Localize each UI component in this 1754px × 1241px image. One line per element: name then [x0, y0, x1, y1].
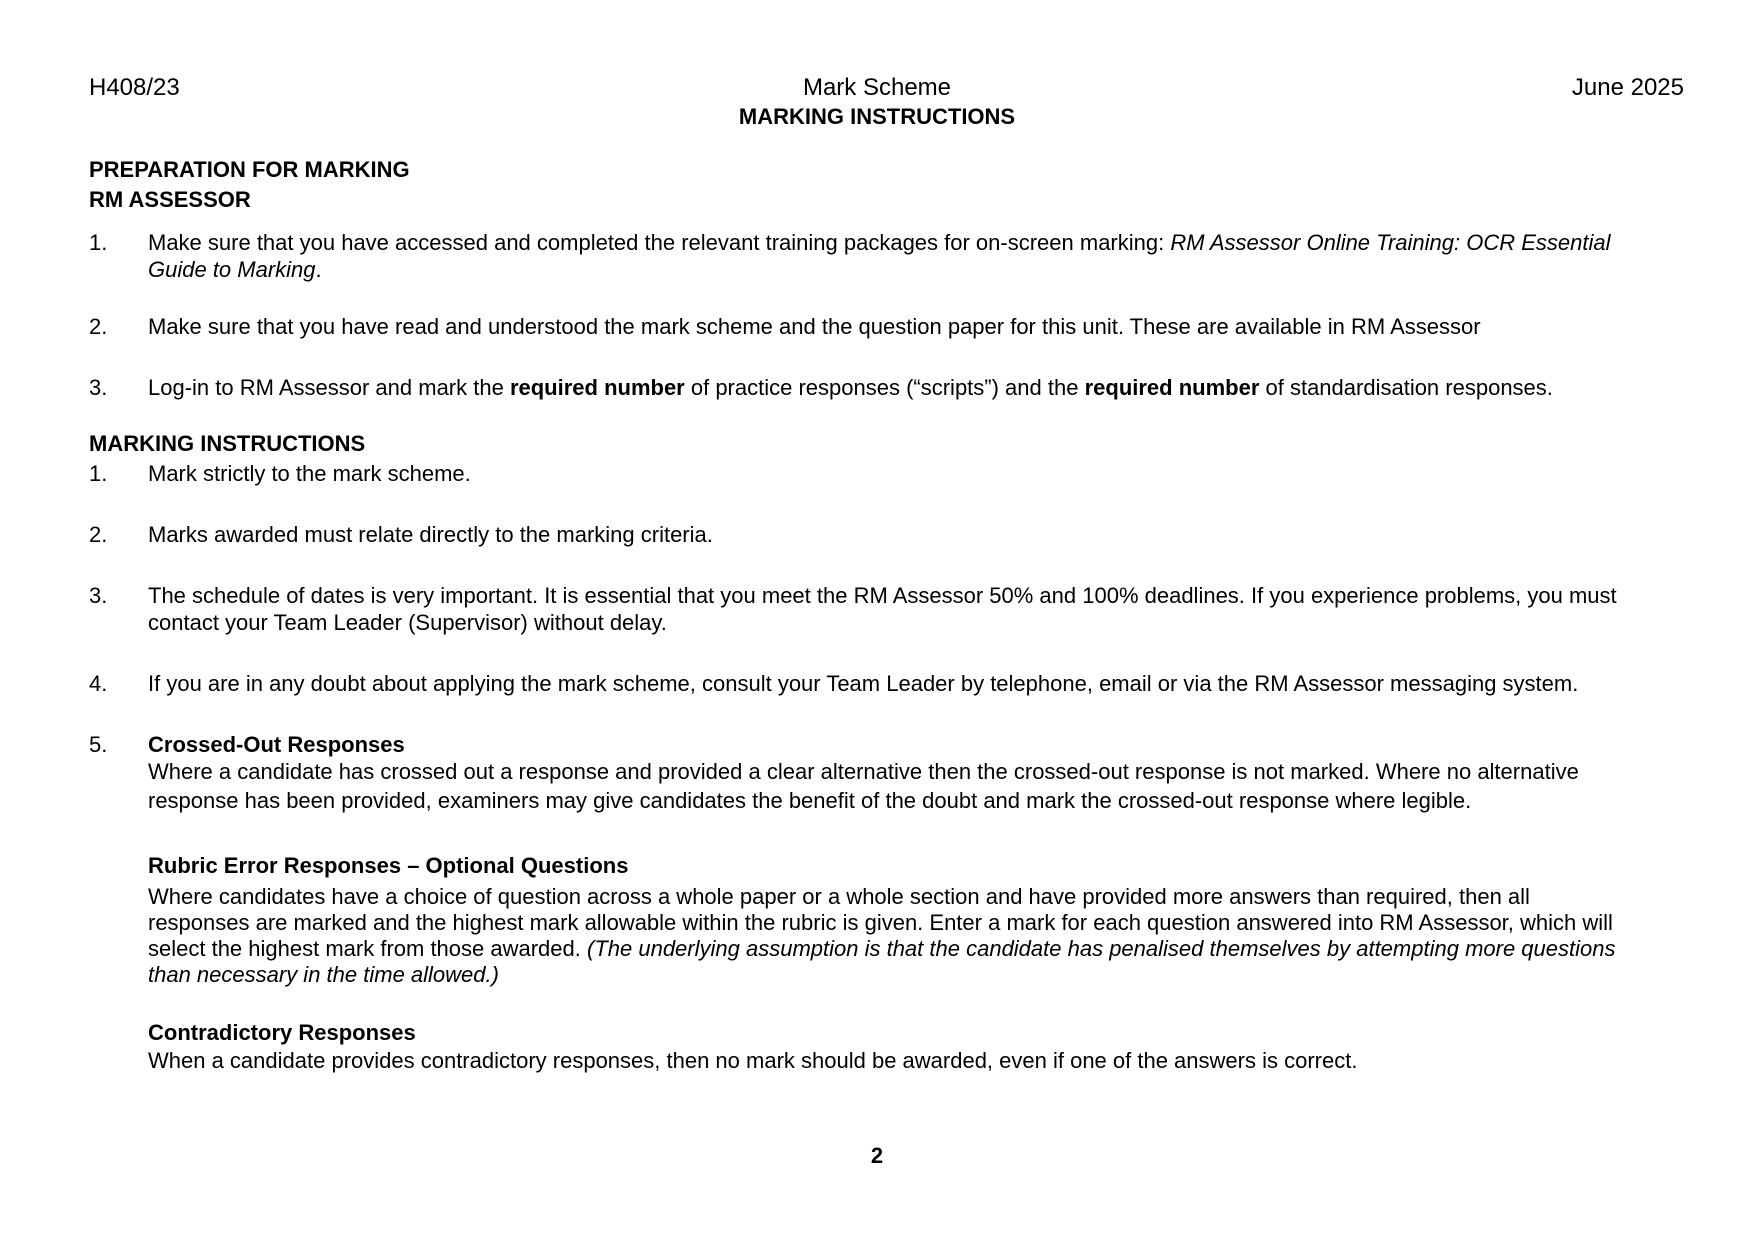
rubric-error-line4: than necessary in the time allowed.) [148, 962, 499, 987]
exam-date: June 2025 [1571, 74, 1684, 101]
prep-item-1-line1 [148, 229, 1611, 256]
page-number: 2 [870, 1143, 884, 1168]
prep-item-3-part2: of practice responses (“scripts”) and the [684, 375, 1085, 400]
prep-item-2-number: 2. [89, 314, 108, 339]
rubric-error-line1: Where candidates have a choice of question across a whole paper or a whole section and have provided more answers than required, then all [148, 884, 1530, 909]
prep-item-3-number: 3. [89, 375, 108, 400]
rubric-error-line2: responses are marked and the highest mark allowable within the rubric is given. Enter a mark for each question answered into RM Assessor, which will [148, 910, 1613, 935]
marking-item-5-number: 5. [89, 732, 108, 757]
contradictory-line1: When a candidate provides contradictory responses, then no mark should be awarded, even if one of the answers is correct. [148, 1048, 1358, 1073]
marking-item-3-line1: The schedule of dates is very important. It is essential that you meet the RM Assessor 50% and 100% deadlines. If you experience problems, you must [148, 583, 1617, 608]
marking-item-4-number: 4. [89, 671, 108, 696]
crossed-out-line1: Where a candidate has crossed out a response and provided a clear alternative then the crossed-out response is not marked. Where no alternative [148, 759, 1579, 784]
prep-item-3-bold1: required number [509, 375, 685, 400]
marking-item-3-line2: contact your Team Leader (Supervisor) without delay. [148, 610, 667, 635]
marking-item-3-number: 3. [89, 583, 108, 608]
preparation-heading: PREPARATION FOR MARKING [89, 157, 410, 182]
rubric-error-heading: Rubric Error Responses – Optional Questions [148, 853, 629, 878]
crossed-out-heading: Crossed-Out Responses [148, 732, 405, 757]
crossed-out-line2: response has been provided, examiners may give candidates the benefit of the doubt and mark the crossed-out response where legible. [148, 788, 1472, 813]
marking-item-1-text: Mark strictly to the mark scheme. [148, 461, 471, 486]
prep-item-3-text [148, 374, 1553, 401]
section-subtitle: MARKING INSTRUCTIONS [738, 104, 1016, 129]
prep-item-2-text: Make sure that you have read and understood the mark scheme and the question paper for this unit. These are available in RM Assessor [148, 314, 1481, 339]
prep-item-3-bold2: required number [1084, 375, 1260, 400]
prep-item-1-line2 [148, 256, 322, 283]
prep-item-1-italic-2: Guide to Marking [148, 257, 316, 282]
marking-instructions-heading: MARKING INSTRUCTIONS [89, 431, 366, 456]
contradictory-heading: Contradictory Responses [148, 1020, 416, 1045]
paper-code: H408/23 [89, 74, 180, 101]
rubric-error-line3a: select the highest mark from those awarded. [148, 936, 587, 961]
marking-item-2-number: 2. [89, 522, 108, 547]
prep-item-3-part3: of standardisation responses. [1259, 375, 1553, 400]
prep-item-1-text: Make sure that you have accessed and completed the relevant training packages for on-screen marking: [148, 230, 1171, 255]
rubric-error-line3b: (The underlying assumption is that the candidate has penalised themselves by attempting more questions [587, 936, 1616, 961]
prep-item-1-number: 1. [89, 230, 108, 255]
rm-assessor-heading: RM ASSESSOR [89, 187, 251, 212]
marking-item-2-text: Marks awarded must relate directly to the marking criteria. [148, 522, 713, 547]
rubric-error-line3 [148, 935, 1615, 962]
prep-item-1-italic-1: RM Assessor Online Training: OCR Essential [1170, 230, 1611, 255]
prep-item-1-tail: . [315, 257, 322, 282]
marking-item-1-number: 1. [89, 461, 108, 486]
marking-item-4-text: If you are in any doubt about applying the mark scheme, consult your Team Leader by telephone, email or via the RM Assessor messaging system. [148, 671, 1579, 696]
page-title: Mark Scheme [802, 74, 952, 101]
prep-item-3-part1: Log-in to RM Assessor and mark the [148, 375, 510, 400]
